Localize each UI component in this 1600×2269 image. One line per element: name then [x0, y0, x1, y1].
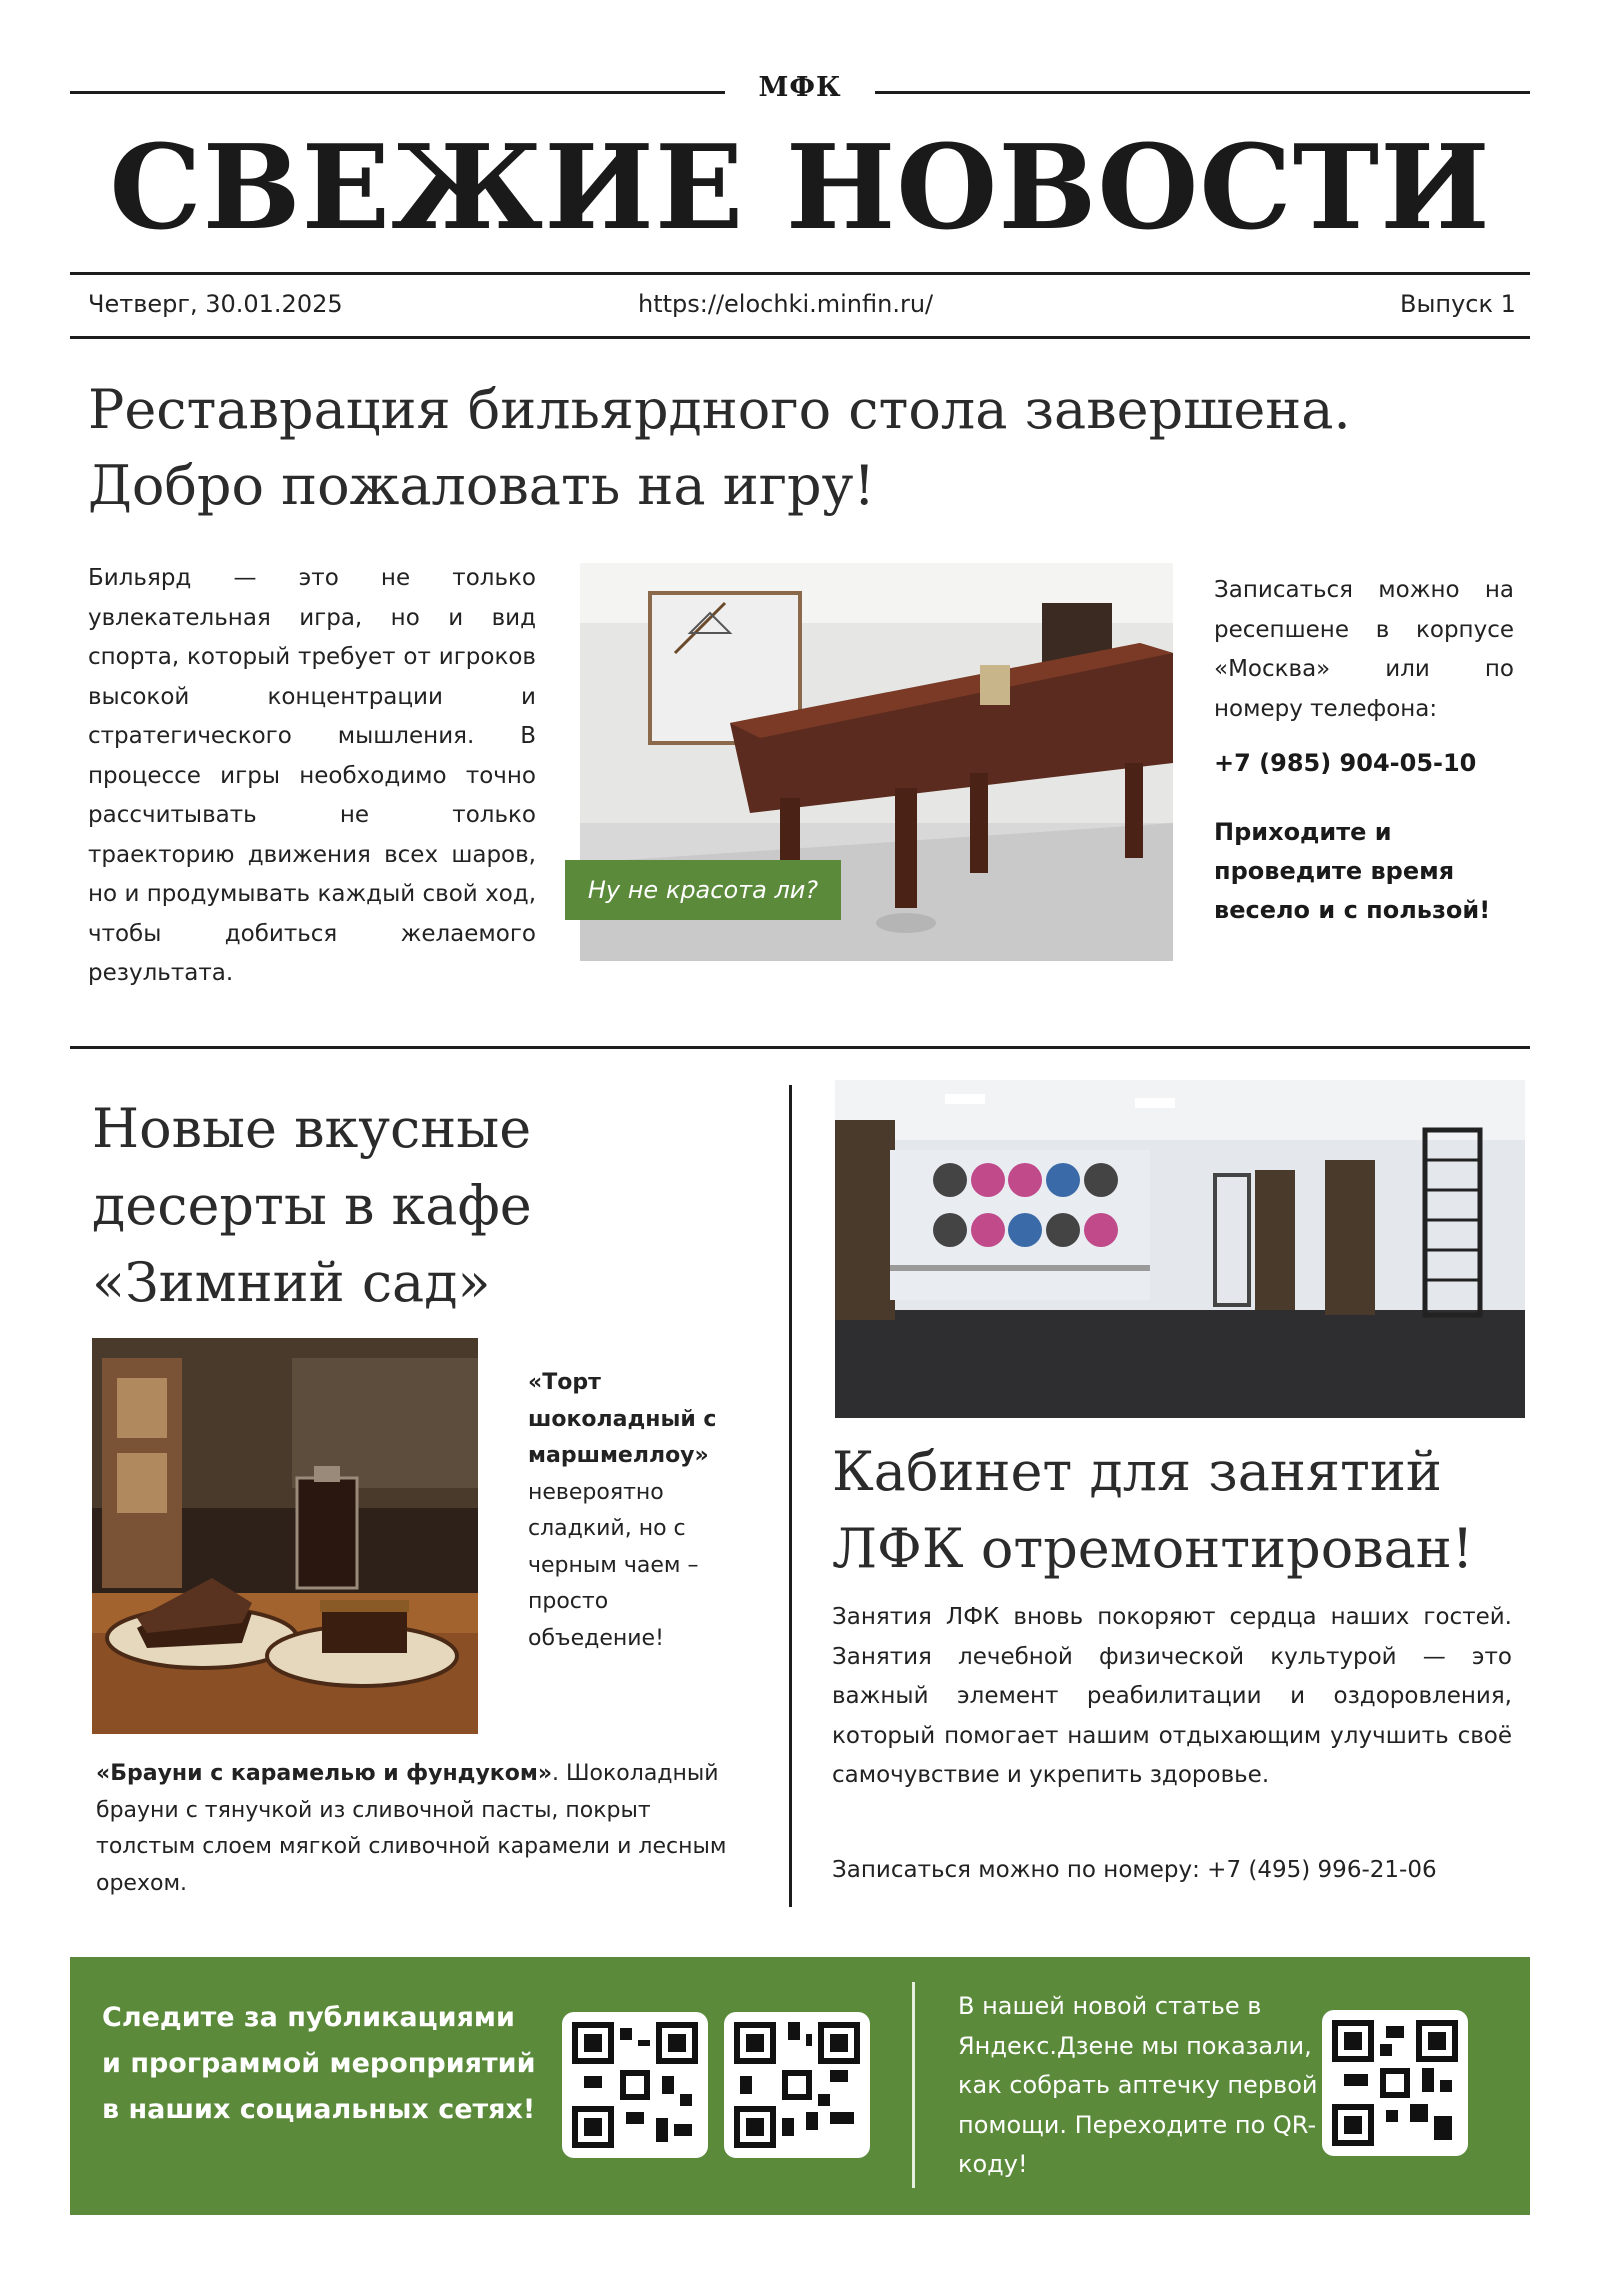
lfk-contact[interactable]: Записаться можно по номеру: +7 (495) 996-21-06 — [832, 1857, 1437, 1883]
dzen-article-text: В нашей новой статье в Яндекс.Дзене мы показали, как собрать аптечку первой помощи. Переходите по QR-коду! — [958, 1992, 1318, 2178]
brownie-text: . Шоколадный брауни с тянучкой из сливочной пасты, покрыт толстым слоем мягкой сливочной карамели и лесным орехом. — [96, 1761, 727, 1896]
article-desserts-headline — [92, 1090, 712, 1321]
column-divider — [789, 1085, 792, 1907]
cake-description — [528, 1365, 738, 1657]
headline-line: Новые вкусные — [92, 1097, 532, 1160]
qr-icon — [572, 2022, 698, 2148]
qr-icon — [734, 2022, 860, 2148]
dzen-qr-code[interactable] — [1322, 2010, 1468, 2156]
article-billiards-body: Бильярд — это не только увлекательная игра, но и вид спорта, который требует от игроков высокой концентрации и стратегического мышления. В процессе игры необходимо точно рассчитывать не только траекторию движения всех шаров, но и продумывать каждый свой ход, чтобы добиться желаемого результата. — [88, 565, 536, 986]
billiards-phone[interactable]: +7 (985) 904-05-10 — [1214, 749, 1477, 777]
billiards-invite: Приходите и проведите время весело и с пользой! — [1214, 818, 1491, 924]
social-follow-text: Следите за публикациями и программой мероприятий в наших социальных сетях! — [102, 2002, 536, 2125]
article-billiards-headline — [88, 372, 1528, 524]
photo-caption-badge: Ну не красота ли? — [565, 860, 841, 920]
headline-line: ЛФК отремонтирован! — [832, 1517, 1474, 1580]
cake-name: «Торт шоколадный с маршмеллоу» — [528, 1370, 717, 1468]
telegram-qr-code[interactable] — [562, 2012, 708, 2158]
headline-line: Реставрация бильярдного стола завершена. — [88, 378, 1351, 441]
brownie-description — [96, 1756, 748, 1902]
lfk-room-photo — [835, 1080, 1525, 1418]
section-divider — [70, 1046, 1530, 1049]
org-name: МФК — [758, 72, 842, 103]
dateline-rule-bottom — [70, 336, 1530, 339]
dessert-photo — [92, 1338, 478, 1734]
masthead-rule-right — [875, 91, 1530, 94]
headline-line: десерты в кафе — [92, 1174, 532, 1237]
lfk-room-image — [835, 1080, 1525, 1418]
headline-line: «Зимний сад» — [92, 1251, 491, 1314]
site-url[interactable]: https://elochki.minfin.ru/ — [638, 290, 934, 318]
footer-divider — [912, 1982, 915, 2188]
issue-number: Выпуск 1 — [1400, 290, 1516, 318]
issue-date: Четверг, 30.01.2025 — [88, 290, 343, 318]
brownie-name: «Брауни с карамелью и фундуком» — [96, 1761, 553, 1786]
article-lfk-headline — [832, 1433, 1532, 1587]
article-lfk-body: Занятия ЛФК вновь покоряют сердца наших гостей. Занятия лечебной физической культурой — это важный элемент реабилитации и оздоровления, который помогает нашим отдыхающим улучшить своё самочувствие и укрепить здоровье. — [832, 1604, 1512, 1788]
dateline-rule-top — [70, 272, 1530, 275]
dessert-image — [92, 1338, 478, 1734]
qr-icon — [1332, 2020, 1458, 2146]
billiards-signup-text: Записаться можно на ресепшене в корпусе «Москва» или по номеру телефона: — [1214, 577, 1514, 722]
cake-text: невероятно сладкий, но с черным чаем – просто объедение! — [528, 1479, 699, 1651]
headline-line: Кабинет для занятий — [832, 1440, 1442, 1503]
headline-line: Добро пожаловать на игру! — [88, 454, 876, 517]
newspaper-title: СВЕЖИЕ НОВОСТИ — [109, 120, 1491, 256]
vk-qr-code[interactable] — [724, 2012, 870, 2158]
masthead-rule-left — [70, 91, 725, 94]
